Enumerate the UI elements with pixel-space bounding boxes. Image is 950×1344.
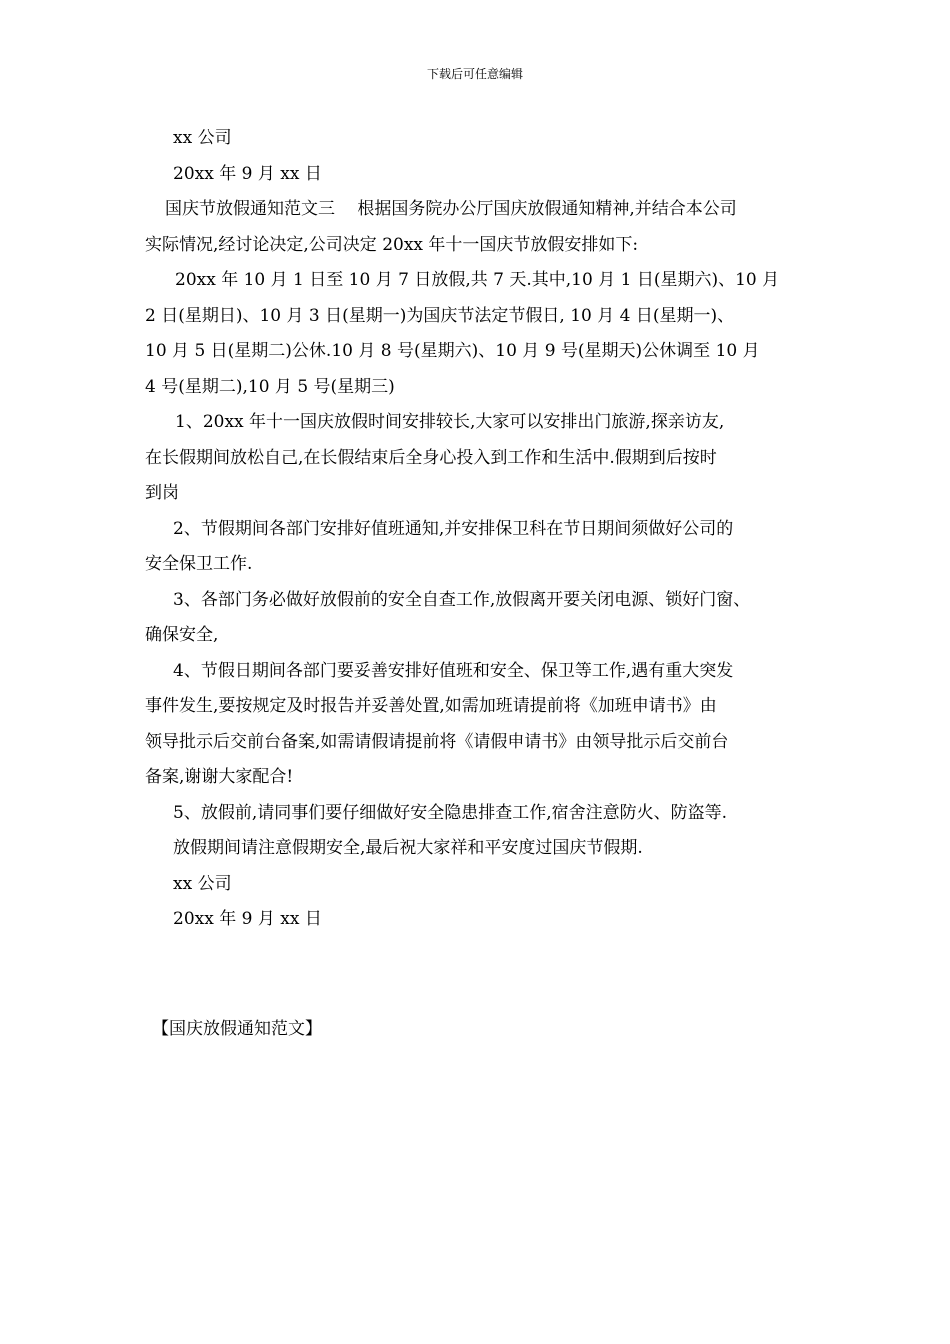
list-item-4: 4、节假日期间各部门要妥善安排好值班和安全、保卫等工作,遇有重大突发 — [173, 660, 734, 681]
list-item-3: 3、各部门务必做好放假前的安全自查工作,放假离开要关闭电源、锁好门窗、 — [173, 589, 751, 610]
paragraph-line: 在长假期间放松自己,在长假结束后全身心投入到工作和生活中.假期到后按时 — [145, 447, 717, 468]
section-heading: 国庆节放假通知范文三 根据国务院办公厅国庆放假通知精神,并结合本公司 — [165, 199, 737, 219]
paragraph-line: 到岗 — [145, 483, 179, 503]
list-item-5: 5、放假前,请同事们要仔细做好安全隐患排查工作,宿舍注意防火、防盗等. — [173, 802, 728, 823]
paragraph-line: 20xx 年 10 月 1 日至 10 月 7 日放假,共 7 天.其中,10 月 1 日(星期六)、10 月 — [175, 270, 780, 290]
header-note: 下载后可任意编辑 — [426, 67, 523, 81]
paragraph-line: 实际情况,经讨论决定,公司决定 20xx 年十一国庆节放假安排如下: — [145, 234, 639, 255]
list-item-2: 2、节假期间各部门安排好值班通知,并安排保卫科在节日期间须做好公司的 — [173, 518, 734, 539]
list-item-1: 1、20xx 年十一国庆放假时间安排较长,大家可以安排出门旅游,探亲访友, — [175, 412, 725, 432]
bracket-title: 【国庆放假通知范文】 — [152, 1019, 322, 1039]
company-name: xx 公司 — [173, 873, 232, 894]
company-name: xx 公司 — [173, 128, 232, 148]
paragraph-line: 事件发生,要按规定及时报告并妥善处置,如需加班请提前将《加班申请书》由 — [145, 696, 717, 716]
paragraph-line: 领导批示后交前台备案,如需请假请提前将《请假申请书》由领导批示后交前台 — [145, 731, 729, 752]
paragraph-line: 确保安全, — [145, 625, 219, 645]
date-line: 20xx 年 9 月 xx 日 — [173, 163, 322, 184]
paragraph-line: 4 号(星期二),10 月 5 号(星期三) — [145, 376, 395, 397]
date-line: 20xx 年 9 月 xx 日 — [173, 909, 322, 929]
paragraph-line: 10 月 5 日(星期二)公休.10 月 8 号(星期六)、10 月 9 号(星期天)公休调至 10 月 — [145, 341, 760, 361]
paragraph-line: 安全保卫工作. — [145, 554, 253, 574]
paragraph-line: 2 日(星期日)、10 月 3 日(星期一)为国庆节法定节假日, 10 月 4 日(星期一)、 — [145, 305, 735, 326]
closing-line: 放假期间请注意假期安全,最后祝大家祥和平安度过国庆节假期. — [173, 838, 643, 858]
paragraph-line: 备案,谢谢大家配合! — [145, 767, 294, 787]
document-body — [145, 121, 825, 938]
